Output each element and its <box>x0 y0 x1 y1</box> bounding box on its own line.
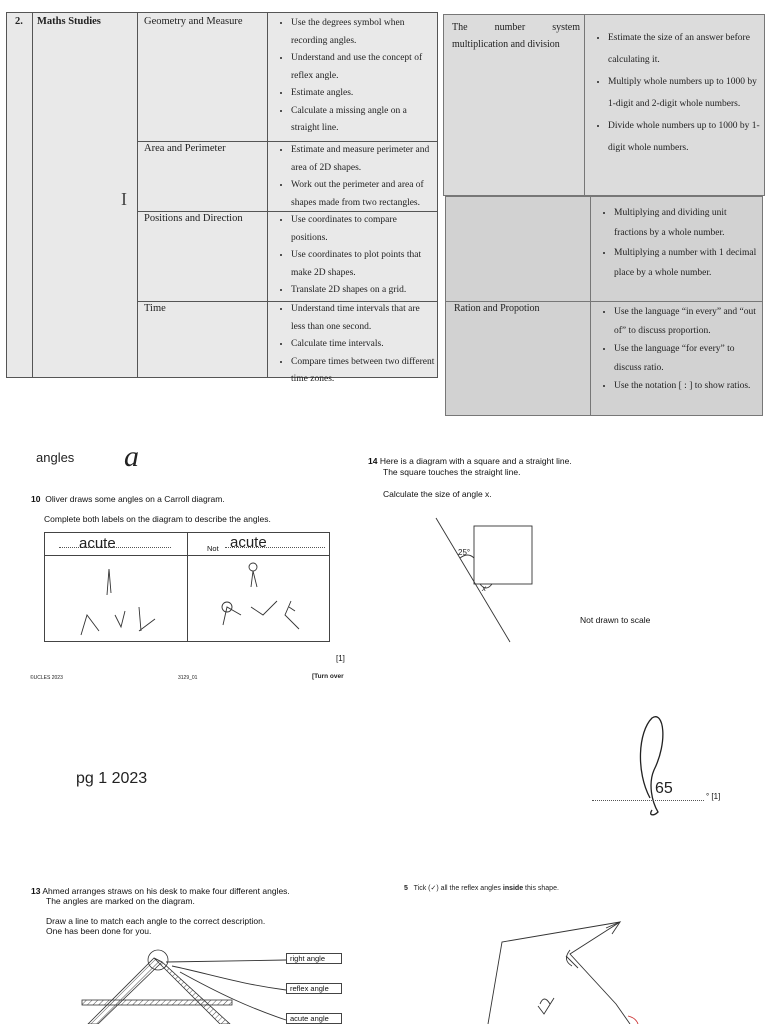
topic-number-system: The number system multiplication and division <box>452 22 580 50</box>
q13-instruction: Draw a line to match each angle to the correct description. <box>46 916 266 926</box>
q13-text <box>31 886 290 896</box>
bullet-list <box>277 142 435 212</box>
handwritten-scribble <box>630 712 680 822</box>
curriculum-table-left <box>6 12 438 384</box>
table-divider <box>32 13 33 377</box>
q14-answer[interactable]: 65 <box>655 780 673 797</box>
q10-text <box>31 494 225 504</box>
topic-ratio: Ration and Propotion <box>454 303 540 314</box>
scale-note: Not drawn to scale <box>580 615 651 625</box>
topic-positions: Positions and Direction <box>144 213 243 224</box>
angles-heading: angles <box>36 450 75 465</box>
question-number: 13 <box>31 886 41 896</box>
handwritten-letter: a <box>124 440 139 473</box>
q14-mark: ° [1] <box>706 792 721 801</box>
drawn-angles <box>45 555 331 643</box>
bullet-list <box>600 203 762 283</box>
list-item: • Use the degrees symbol when recording angles. <box>291 15 435 50</box>
curriculum-table-right-top <box>443 14 765 196</box>
list-item: • Calculate a missing angle on a straight line. <box>291 103 435 138</box>
text-cursor-icon: I <box>121 189 127 209</box>
list-item: • Compare times between two different time zones. <box>291 354 435 389</box>
page-label: pg 1 2023 <box>76 770 148 787</box>
q5-text <box>404 884 559 892</box>
curriculum-table-right-bottom <box>445 196 763 416</box>
list-item: • Estimate angles. <box>291 85 435 103</box>
table-subject: Maths Studies <box>37 16 101 27</box>
question-text-end: this shape. <box>523 885 559 892</box>
q14-text <box>368 456 572 466</box>
list-item: • Understand time intervals that are less than one second. <box>291 301 435 336</box>
question-text: Ahmed arranges straws on his desk to make four different angles. <box>42 886 290 896</box>
topic-geometry: Geometry and Measure <box>144 16 243 27</box>
reflex-shape <box>480 914 660 1024</box>
footer-code: 3129_01 <box>178 675 198 681</box>
bullet-list <box>594 27 762 159</box>
list-item: • Multiplying and dividing unit fractions by a whole number. <box>614 203 762 243</box>
answer-line <box>592 800 704 801</box>
table-divider <box>267 13 268 377</box>
list-item: • Use coordinates to compare positions. <box>291 212 435 247</box>
q14-instruction: Calculate the size of angle x. <box>383 489 492 499</box>
q14-text2: The square touches the straight line. <box>383 467 521 477</box>
question-number: 10 <box>31 494 41 504</box>
list-item: • Work out the perimeter and area of shapes made from two rectangles. <box>291 177 435 212</box>
topic-area: Area and Perimeter <box>144 143 226 154</box>
option-right-angle[interactable]: right angle <box>286 953 342 964</box>
table-number: 2. <box>15 16 23 27</box>
bullet-list <box>277 212 435 300</box>
list-item: • Use the notation [ : ] to show ratios. <box>614 377 762 396</box>
list-item: • Use the language “in every” and “out of” to discuss proportion. <box>614 303 762 340</box>
question-text: Here is a diagram with a square and a straight line. <box>379 456 572 466</box>
question-text-bold: inside <box>502 885 524 892</box>
question-text: Oliver draws some angles on a Carroll diagram. <box>45 494 225 504</box>
table-divider <box>137 13 138 377</box>
bullet-list <box>600 303 762 396</box>
bullet-list <box>277 15 435 138</box>
q10-mark: [1] <box>336 654 345 663</box>
straws-diagram <box>80 944 290 1024</box>
list-item: • Multiply whole numbers up to 1000 by 1-digit and 2-digit whole numbers. <box>608 71 762 115</box>
list-item: • Use coordinates to plot points that make 2D shapes. <box>291 247 435 282</box>
label-acute-left[interactable]: acute <box>79 535 116 552</box>
bullet-list <box>277 301 435 389</box>
carroll-diagram <box>44 532 330 642</box>
option-acute-angle[interactable]: acute angle <box>286 1013 342 1024</box>
table-divider <box>590 197 591 415</box>
list-item: • Translate 2D shapes on a grid. <box>291 282 435 300</box>
table-divider <box>584 15 585 195</box>
option-reflex-angle[interactable]: reflex angle <box>286 983 342 994</box>
question-number: 5 <box>404 885 408 892</box>
question-text: Tick (✓) all the reflex angles <box>413 885 503 892</box>
list-item: • Calculate time intervals. <box>291 336 435 354</box>
angle-label-x: x <box>482 584 486 593</box>
label-acute-right[interactable]: acute <box>230 534 267 551</box>
q10-instruction: Complete both labels on the diagram to describe the angles. <box>44 514 271 524</box>
list-item: • Estimate and measure perimeter and area of 2D shapes. <box>291 142 435 177</box>
list-item: • Divide whole numbers up to 1000 by 1-digit whole numbers. <box>608 115 762 159</box>
footer-copyright: ©UCLES 2023 <box>30 675 63 681</box>
q13-text2: The angles are marked on the diagram. <box>46 896 195 906</box>
square-line-diagram <box>430 514 550 648</box>
q13-instruction2: One has been done for you. <box>46 926 152 936</box>
list-item: • Estimate the size of an answer before calculating it. <box>608 27 762 71</box>
question-number: 14 <box>368 456 378 466</box>
angle-label-25: 25° <box>458 548 471 557</box>
table-divider <box>446 301 762 302</box>
list-item: • Use the language “for every” to discuss ratio. <box>614 340 762 377</box>
label-not: Not <box>207 544 219 553</box>
list-item: • Multiplying a number with 1 decimal place by a whole number. <box>614 243 762 283</box>
list-item: • Understand and use the concept of reflex angle. <box>291 50 435 85</box>
footer-turn-over: [Turn over <box>312 673 344 680</box>
topic-time: Time <box>144 303 166 314</box>
